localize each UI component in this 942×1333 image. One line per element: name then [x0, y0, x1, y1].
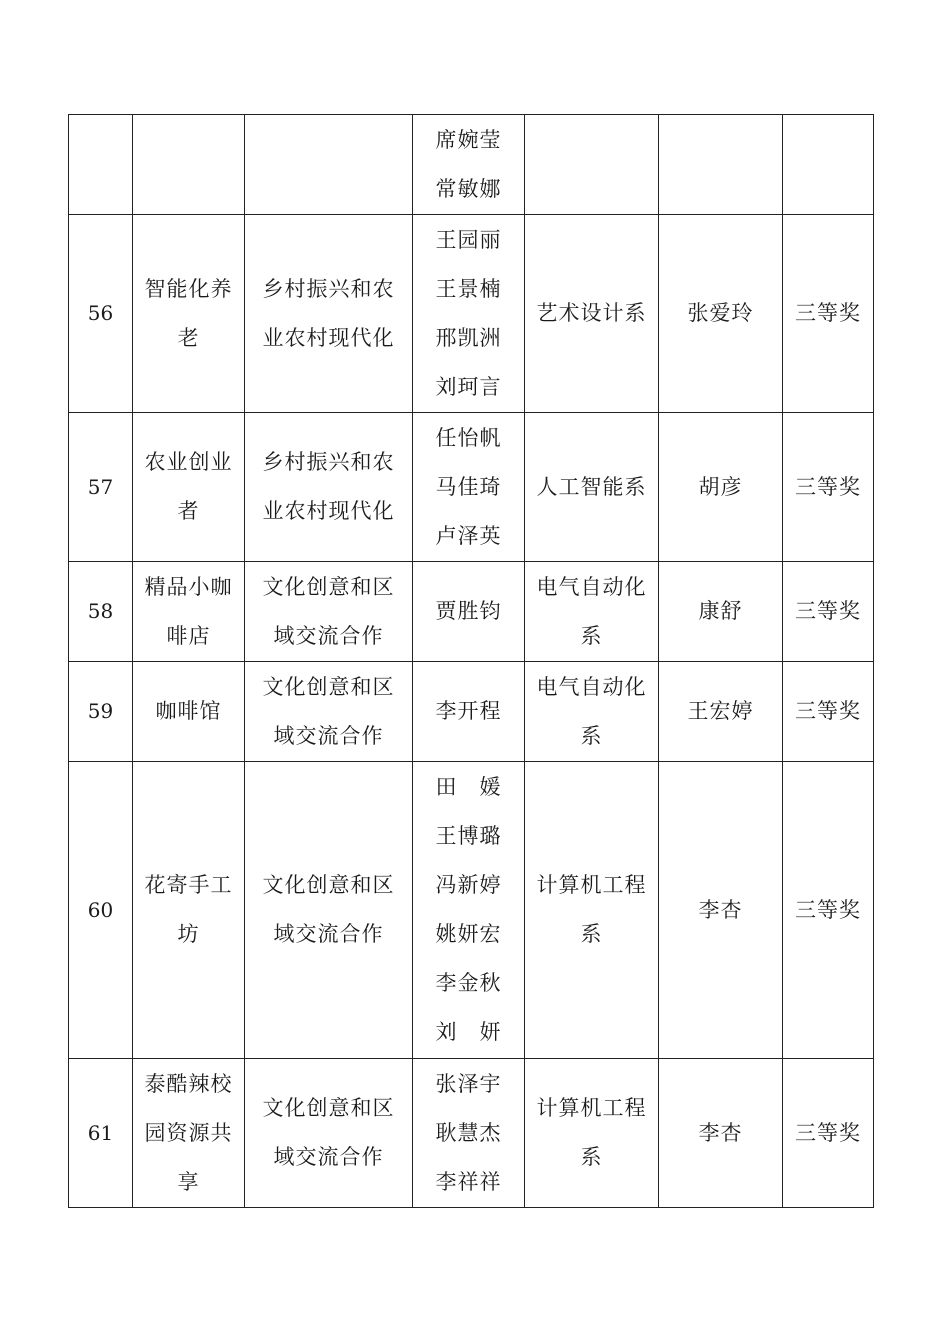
cell-project: 花寄手工 坊 [133, 762, 245, 1059]
cell-members [413, 413, 525, 562]
member-name: 李开程 [435, 699, 502, 723]
cell-members [413, 662, 525, 762]
cell-members [413, 762, 525, 1059]
award-table [68, 114, 874, 1208]
table-row [69, 215, 874, 413]
cell-advisor: 王宏婷 [659, 662, 783, 762]
cell-award: 三等奖 [783, 662, 874, 762]
cell-project: 咖啡馆 [133, 662, 245, 762]
cell-department: 人工智能系 [525, 413, 659, 562]
member-name: 贾胜钧 [435, 599, 502, 623]
member-name: 耿慧杰 [435, 1120, 502, 1145]
cell-advisor: 李杏 [659, 1059, 783, 1208]
cell-track: 乡村振兴和农 业农村现代化 [245, 215, 413, 413]
cell-department [525, 115, 659, 215]
member-name: 姚妍宏 [435, 922, 502, 946]
cell-advisor: 李杏 [659, 762, 783, 1059]
cell-track: 文化创意和区 域交流合作 [245, 662, 413, 762]
cell-project: 智能化养 老 [133, 215, 245, 413]
cell-project: 精品小咖 啡店 [133, 562, 245, 662]
member-name: 刘珂言 [435, 374, 502, 399]
member-name: 邢凯洲 [435, 325, 502, 350]
table-row [69, 762, 874, 1059]
member-name: 刘 妍 [435, 1020, 502, 1044]
cell-award [783, 115, 874, 215]
member-name: 马佳琦 [435, 474, 502, 499]
member-name: 王景楠 [435, 276, 502, 301]
cell-department: 电气自动化 系 [525, 662, 659, 762]
cell-track: 文化创意和区 域交流合作 [245, 1059, 413, 1208]
cell-advisor: 康舒 [659, 562, 783, 662]
cell-track: 乡村振兴和农 业农村现代化 [245, 413, 413, 562]
table-row [69, 662, 874, 762]
cell-award: 三等奖 [783, 1059, 874, 1208]
table-body [69, 115, 874, 1208]
cell-members [413, 1059, 525, 1208]
cell-advisor: 胡彦 [659, 413, 783, 562]
cell-track: 文化创意和区 域交流合作 [245, 762, 413, 1059]
cell-members [413, 215, 525, 413]
cell-department: 艺术设计系 [525, 215, 659, 413]
member-name: 王博璐 [435, 824, 502, 848]
cell-award: 三等奖 [783, 215, 874, 413]
cell-number: 58 [69, 562, 133, 662]
member-name: 张泽宇 [435, 1071, 502, 1096]
cell-advisor [659, 115, 783, 215]
member-name: 李金秋 [435, 971, 502, 995]
member-name: 任怡帆 [435, 425, 502, 450]
member-name: 常敏娜 [435, 176, 502, 201]
cell-track: 文化创意和区 域交流合作 [245, 562, 413, 662]
table-row [69, 413, 874, 562]
cell-number: 57 [69, 413, 133, 562]
member-name: 王园丽 [435, 227, 502, 252]
cell-department: 电气自动化 系 [525, 562, 659, 662]
cell-department: 计算机工程 系 [525, 1059, 659, 1208]
member-name: 席婉莹 [435, 127, 502, 152]
cell-award: 三等奖 [783, 762, 874, 1059]
cell-project: 泰酷辣校 园资源共 享 [133, 1059, 245, 1208]
cell-members [413, 115, 525, 215]
cell-award: 三等奖 [783, 562, 874, 662]
table-row [69, 1059, 874, 1208]
member-name: 李祥祥 [435, 1169, 502, 1194]
cell-award: 三等奖 [783, 413, 874, 562]
member-name: 冯新婷 [435, 873, 502, 897]
cell-number: 56 [69, 215, 133, 413]
cell-number: 60 [69, 762, 133, 1059]
cell-track [245, 115, 413, 215]
cell-number: 59 [69, 662, 133, 762]
member-name: 田 媛 [435, 775, 502, 799]
cell-project: 农业创业 者 [133, 413, 245, 562]
cell-project [133, 115, 245, 215]
cell-number [69, 115, 133, 215]
cell-members [413, 562, 525, 662]
member-name: 卢泽英 [435, 523, 502, 548]
cell-department: 计算机工程 系 [525, 762, 659, 1059]
cell-advisor: 张爱玲 [659, 215, 783, 413]
table-row [69, 115, 874, 215]
table-row [69, 562, 874, 662]
cell-number: 61 [69, 1059, 133, 1208]
